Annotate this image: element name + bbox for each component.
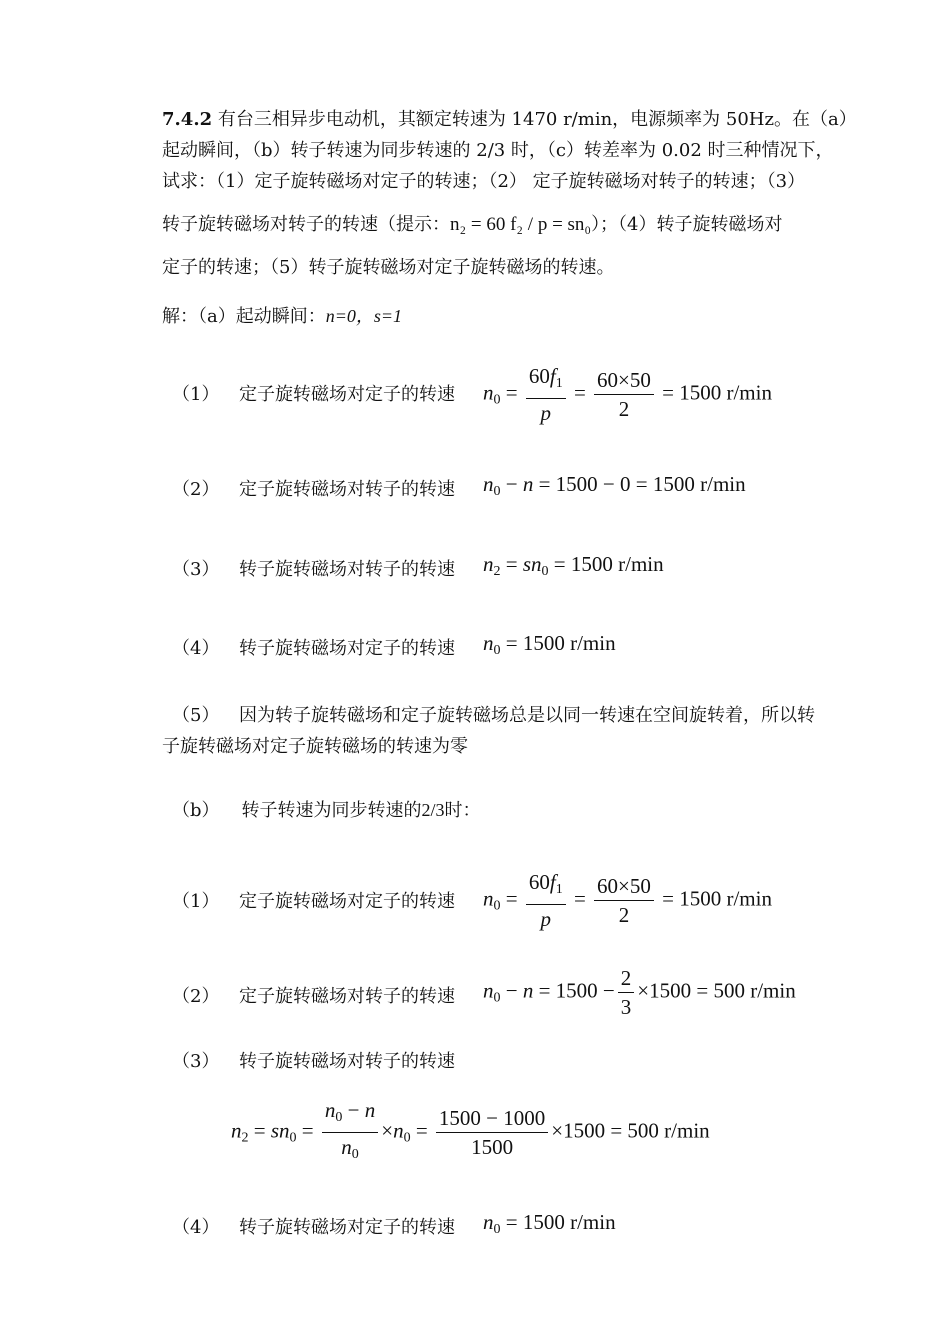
problem-number: 7.4.2 xyxy=(162,109,213,130)
problem-line-4: 转子旋转磁场对转子的转速（提示：n₂ = 60 f₂ / p = sn₀）；（4）转子旋转磁场对 xyxy=(162,214,783,235)
b-item-2-text: 定子旋转磁场对转子的转速 xyxy=(239,986,455,1007)
a-item-1-label: （1） xyxy=(172,384,220,405)
b-item-4-formula: $n_0 = 1500$ r/min xyxy=(483,1210,616,1237)
b-item-3-text: 转子旋转磁场对转子的转速 xyxy=(239,1051,455,1072)
a-item-5-label: （5） xyxy=(172,705,220,726)
b-heading: （b） 转子转速为同步转速的2/3时： xyxy=(172,800,481,821)
a-item-3-label: （3） xyxy=(172,559,220,580)
b-item-4-text: 转子旋转磁场对定子的转速 xyxy=(239,1217,455,1238)
a-item-4-formula: $n_0 = 1500$ r/min xyxy=(483,631,616,658)
a-item-4-text: 转子旋转磁场对定子的转速 xyxy=(239,638,455,659)
a-item-1-formula: $n_0$ = $\frac{60f_1}{p}$ = $\frac{60\times 50}{2}$ = 1500 r/min xyxy=(483,364,772,425)
b-item-2-formula: $n_0 - n = 1500$ − $\frac{2}{3}$ ×1500 = 500 r/min xyxy=(483,966,796,1019)
a-item-3-text: 转子旋转磁场对转子的转速 xyxy=(239,559,455,580)
problem-line-1: 7.4.2 有台三相异步电动机，其额定转速为 1470 r/min，电源频率为 50Hz。在（a） xyxy=(162,109,857,130)
b-item-1-text: 定子旋转磁场对定子的转速 xyxy=(239,891,455,912)
a-item-5-text-line1: 因为转子旋转磁场和定子旋转磁场总是以同一转速在空间旋转着，所以转 xyxy=(239,705,815,726)
a-item-5-text-line2: 子旋转磁场对定子旋转磁场的转速为零 xyxy=(162,736,468,757)
b-item-4-label: （4） xyxy=(172,1217,220,1238)
b-item-3-label: （3） xyxy=(172,1051,220,1072)
b-item-3-formula: $n_2 = sn_0$ = $\frac{n_0 - n}{n_0}$ $\times n_0$ = $\frac{1500 - 1000}{1500}$ ×1500 = 500 r/min xyxy=(231,1098,710,1162)
a-item-4-label: （4） xyxy=(172,638,220,659)
problem-line-2: 起动瞬间，（b）转子转速为同步转速的 2/3 时，（c）转差率为 0.02 时三种情况下， xyxy=(162,140,834,161)
a-item-2-text: 定子旋转磁场对转子的转速 xyxy=(239,479,455,500)
hint-formula: n₂ = 60 f₂ / p = sn₀ xyxy=(450,214,592,235)
b-item-2-label: （2） xyxy=(172,986,220,1007)
problem-line-3: 试求：（1）定子旋转磁场对定子的转速；（2） 定子旋转磁场对转子的转速；（3） xyxy=(162,171,806,192)
a-item-1-text: 定子旋转磁场对定子的转速 xyxy=(239,384,455,405)
b-item-1-label: （1） xyxy=(172,891,220,912)
a-item-2-formula: $n_0 - n = 1500 - 0 = 1500$ r/min xyxy=(483,472,746,499)
problem-line-5: 定子的转速；（5）转子旋转磁场对定子旋转磁场的转速。 xyxy=(162,257,615,278)
a-item-3-formula: $n_2 = sn_0 = 1500$ r/min xyxy=(483,552,664,579)
a-item-2-label: （2） xyxy=(172,479,220,500)
problem-statement xyxy=(162,104,862,283)
solution-intro: 解：（a）起动瞬间：n=0，s=1 xyxy=(162,306,403,327)
b-item-1-formula: $n_0$ = $\frac{60f_1}{p}$ = $\frac{60\times 50}{2}$ = 1500 r/min xyxy=(483,870,772,931)
